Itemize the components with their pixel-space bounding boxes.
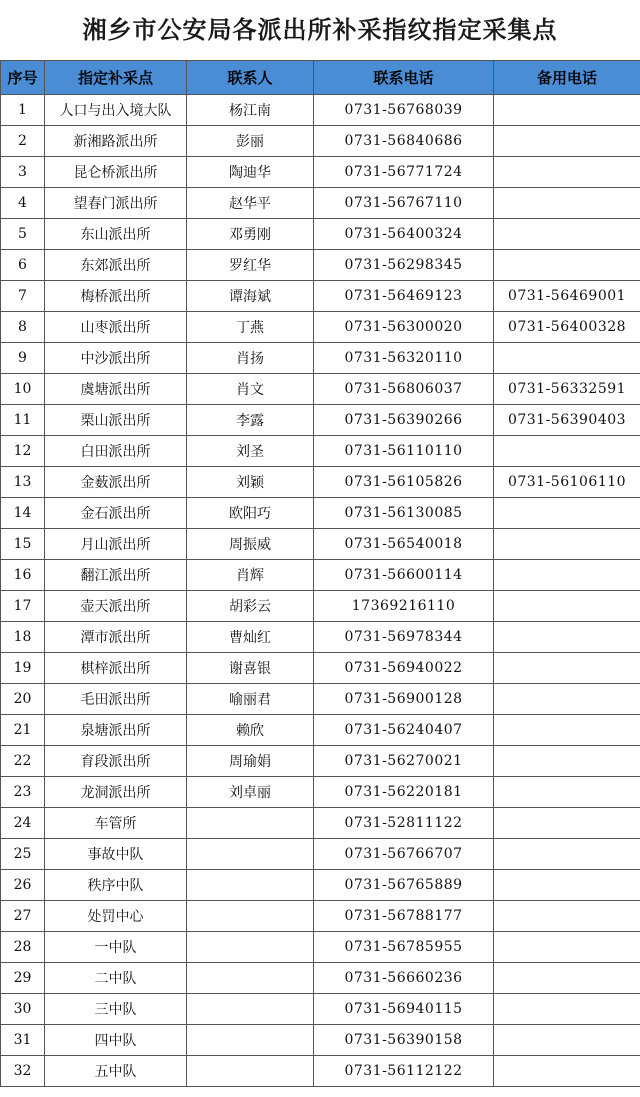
cell-point: 栗山派出所 — [45, 405, 187, 436]
cell-contact — [187, 808, 314, 839]
cell-point: 壶天派出所 — [45, 591, 187, 622]
table-row — [1, 777, 640, 808]
cell-point: 秩序中队 — [45, 870, 187, 901]
cell-contact: 刘圣 — [187, 436, 314, 467]
cell-point: 昆仑桥派出所 — [45, 157, 187, 188]
cell-no: 17 — [1, 591, 45, 622]
cell-point: 棋梓派出所 — [45, 653, 187, 684]
header-backup: 备用电话 — [494, 61, 640, 95]
table-row — [1, 467, 640, 498]
cell-no: 31 — [1, 1025, 45, 1056]
cell-contact: 杨江南 — [187, 95, 314, 126]
cell-no: 8 — [1, 312, 45, 343]
cell-no: 1 — [1, 95, 45, 126]
cell-contact — [187, 1025, 314, 1056]
cell-tel: 0731-56600114 — [314, 560, 494, 591]
cell-contact — [187, 901, 314, 932]
cell-tel: 0731-56110110 — [314, 436, 494, 467]
table-row — [1, 715, 640, 746]
cell-no: 23 — [1, 777, 45, 808]
cell-tel: 0731-56298345 — [314, 250, 494, 281]
cell-backup — [494, 839, 640, 870]
cell-point: 二中队 — [45, 963, 187, 994]
cell-backup — [494, 188, 640, 219]
cell-contact: 欧阳巧 — [187, 498, 314, 529]
cell-point: 月山派出所 — [45, 529, 187, 560]
cell-contact: 刘卓丽 — [187, 777, 314, 808]
cell-contact: 周瑜娟 — [187, 746, 314, 777]
cell-tel: 0731-56400324 — [314, 219, 494, 250]
cell-tel: 0731-56469123 — [314, 281, 494, 312]
cell-backup — [494, 560, 640, 591]
cell-backup — [494, 1056, 640, 1087]
table-body — [1, 95, 640, 1087]
cell-point: 事故中队 — [45, 839, 187, 870]
cell-point: 金石派出所 — [45, 498, 187, 529]
cell-tel: 0731-56785955 — [314, 932, 494, 963]
cell-tel: 0731-56766707 — [314, 839, 494, 870]
cell-contact: 周振威 — [187, 529, 314, 560]
cell-point: 山枣派出所 — [45, 312, 187, 343]
cell-no: 4 — [1, 188, 45, 219]
cell-backup — [494, 250, 640, 281]
cell-backup: 0731-56400328 — [494, 312, 640, 343]
table-row — [1, 374, 640, 405]
cell-backup — [494, 95, 640, 126]
cell-backup — [494, 1025, 640, 1056]
table-row — [1, 994, 640, 1025]
cell-contact: 肖文 — [187, 374, 314, 405]
table-row — [1, 219, 640, 250]
cell-tel: 0731-56270021 — [314, 746, 494, 777]
cell-point: 金薮派出所 — [45, 467, 187, 498]
cell-no: 14 — [1, 498, 45, 529]
cell-backup — [494, 622, 640, 653]
table-row — [1, 963, 640, 994]
cell-no: 22 — [1, 746, 45, 777]
table-row — [1, 932, 640, 963]
cell-backup — [494, 591, 640, 622]
cell-contact: 谢喜银 — [187, 653, 314, 684]
cell-tel: 0731-56840686 — [314, 126, 494, 157]
table-row — [1, 157, 640, 188]
cell-point: 三中队 — [45, 994, 187, 1025]
cell-point: 车管所 — [45, 808, 187, 839]
cell-tel: 0731-56940115 — [314, 994, 494, 1025]
table-row — [1, 653, 640, 684]
cell-tel: 0731-56240407 — [314, 715, 494, 746]
cell-no: 10 — [1, 374, 45, 405]
cell-point: 处罚中心 — [45, 901, 187, 932]
cell-point: 毛田派出所 — [45, 684, 187, 715]
cell-tel: 0731-56771724 — [314, 157, 494, 188]
cell-backup — [494, 808, 640, 839]
cell-no: 26 — [1, 870, 45, 901]
cell-backup: 0731-56106110 — [494, 467, 640, 498]
cell-contact: 彭丽 — [187, 126, 314, 157]
cell-point: 新湘路派出所 — [45, 126, 187, 157]
cell-contact: 陶迪华 — [187, 157, 314, 188]
cell-point: 四中队 — [45, 1025, 187, 1056]
cell-no: 5 — [1, 219, 45, 250]
table-row — [1, 870, 640, 901]
table-row — [1, 901, 640, 932]
cell-contact: 谭海斌 — [187, 281, 314, 312]
cell-contact: 赵华平 — [187, 188, 314, 219]
cell-point: 翻江派出所 — [45, 560, 187, 591]
table-row — [1, 312, 640, 343]
cell-tel: 0731-56112122 — [314, 1056, 494, 1087]
cell-backup — [494, 126, 640, 157]
cell-contact — [187, 994, 314, 1025]
cell-tel: 0731-56390158 — [314, 1025, 494, 1056]
cell-no: 21 — [1, 715, 45, 746]
table-row — [1, 95, 640, 126]
cell-backup — [494, 963, 640, 994]
cell-backup — [494, 870, 640, 901]
header-tel: 联系电话 — [314, 61, 494, 95]
cell-contact: 罗红华 — [187, 250, 314, 281]
cell-backup — [494, 684, 640, 715]
cell-point: 中沙派出所 — [45, 343, 187, 374]
cell-point: 望春门派出所 — [45, 188, 187, 219]
cell-no: 2 — [1, 126, 45, 157]
cell-tel: 0731-56765889 — [314, 870, 494, 901]
cell-no: 15 — [1, 529, 45, 560]
cell-tel: 0731-56900128 — [314, 684, 494, 715]
cell-backup — [494, 343, 640, 374]
header-point: 指定补采点 — [45, 61, 187, 95]
table-row — [1, 126, 640, 157]
cell-no: 13 — [1, 467, 45, 498]
cell-backup — [494, 746, 640, 777]
cell-backup — [494, 436, 640, 467]
cell-backup — [494, 157, 640, 188]
cell-point: 泉塘派出所 — [45, 715, 187, 746]
cell-no: 3 — [1, 157, 45, 188]
cell-tel: 0731-56788177 — [314, 901, 494, 932]
table-row — [1, 560, 640, 591]
cell-tel: 0731-56320110 — [314, 343, 494, 374]
table-row — [1, 529, 640, 560]
cell-point: 虞塘派出所 — [45, 374, 187, 405]
page-title: 湘乡市公安局各派出所补采指纹指定采集点 — [82, 16, 558, 44]
cell-tel: 0731-56540018 — [314, 529, 494, 560]
cell-point: 白田派出所 — [45, 436, 187, 467]
table-row — [1, 746, 640, 777]
header-no: 序号 — [1, 61, 45, 95]
table-row — [1, 343, 640, 374]
cell-point: 一中队 — [45, 932, 187, 963]
cell-contact: 赖欣 — [187, 715, 314, 746]
cell-no: 11 — [1, 405, 45, 436]
table-row — [1, 1025, 640, 1056]
cell-point: 五中队 — [45, 1056, 187, 1087]
cell-no: 25 — [1, 839, 45, 870]
cell-contact: 肖辉 — [187, 560, 314, 591]
cell-tel: 0731-56300020 — [314, 312, 494, 343]
table-header-row — [1, 61, 640, 95]
cell-contact: 曹灿红 — [187, 622, 314, 653]
cell-tel: 0731-56978344 — [314, 622, 494, 653]
cell-no: 7 — [1, 281, 45, 312]
cell-backup — [494, 901, 640, 932]
cell-no: 18 — [1, 622, 45, 653]
cell-contact: 邓勇刚 — [187, 219, 314, 250]
cell-no: 6 — [1, 250, 45, 281]
cell-contact — [187, 932, 314, 963]
table-row — [1, 1056, 640, 1087]
table-row — [1, 839, 640, 870]
cell-tel: 0731-56390266 — [314, 405, 494, 436]
cell-no: 12 — [1, 436, 45, 467]
cell-tel: 0731-56940022 — [314, 653, 494, 684]
table-row — [1, 188, 640, 219]
table-row — [1, 436, 640, 467]
cell-backup — [494, 498, 640, 529]
cell-contact: 丁燕 — [187, 312, 314, 343]
cell-tel: 0731-56806037 — [314, 374, 494, 405]
collection-points-table — [0, 60, 640, 1087]
table-row — [1, 622, 640, 653]
cell-tel: 0731-56130085 — [314, 498, 494, 529]
cell-backup — [494, 529, 640, 560]
cell-backup: 0731-56390403 — [494, 405, 640, 436]
cell-no: 16 — [1, 560, 45, 591]
cell-point: 人口与出入境大队 — [45, 95, 187, 126]
table-row — [1, 808, 640, 839]
cell-contact: 刘颖 — [187, 467, 314, 498]
cell-no: 9 — [1, 343, 45, 374]
cell-backup — [494, 994, 640, 1025]
table-row — [1, 591, 640, 622]
cell-contact: 喻丽君 — [187, 684, 314, 715]
header-contact: 联系人 — [187, 61, 314, 95]
cell-backup — [494, 777, 640, 808]
cell-backup — [494, 715, 640, 746]
cell-contact: 胡彩云 — [187, 591, 314, 622]
cell-backup — [494, 653, 640, 684]
cell-backup: 0731-56469001 — [494, 281, 640, 312]
cell-no: 32 — [1, 1056, 45, 1087]
cell-point: 东郊派出所 — [45, 250, 187, 281]
cell-tel: 17369216110 — [314, 591, 494, 622]
cell-backup — [494, 219, 640, 250]
cell-contact — [187, 963, 314, 994]
cell-no: 30 — [1, 994, 45, 1025]
cell-backup: 0731-56332591 — [494, 374, 640, 405]
cell-contact: 李露 — [187, 405, 314, 436]
table-row — [1, 405, 640, 436]
cell-tel: 0731-56105826 — [314, 467, 494, 498]
cell-no: 27 — [1, 901, 45, 932]
cell-point: 东山派出所 — [45, 219, 187, 250]
cell-contact — [187, 839, 314, 870]
cell-tel: 0731-56220181 — [314, 777, 494, 808]
table-row — [1, 250, 640, 281]
table-row — [1, 684, 640, 715]
cell-no: 24 — [1, 808, 45, 839]
cell-contact: 肖扬 — [187, 343, 314, 374]
cell-point: 龙洞派出所 — [45, 777, 187, 808]
cell-point: 梅桥派出所 — [45, 281, 187, 312]
cell-no: 19 — [1, 653, 45, 684]
cell-no: 28 — [1, 932, 45, 963]
cell-point: 潭市派出所 — [45, 622, 187, 653]
cell-contact — [187, 870, 314, 901]
cell-no: 29 — [1, 963, 45, 994]
cell-no: 20 — [1, 684, 45, 715]
cell-tel: 0731-56768039 — [314, 95, 494, 126]
cell-tel: 0731-56660236 — [314, 963, 494, 994]
cell-backup — [494, 932, 640, 963]
table-row — [1, 498, 640, 529]
cell-tel: 0731-52811122 — [314, 808, 494, 839]
cell-contact — [187, 1056, 314, 1087]
table-row — [1, 281, 640, 312]
cell-tel: 0731-56767110 — [314, 188, 494, 219]
cell-point: 育段派出所 — [45, 746, 187, 777]
